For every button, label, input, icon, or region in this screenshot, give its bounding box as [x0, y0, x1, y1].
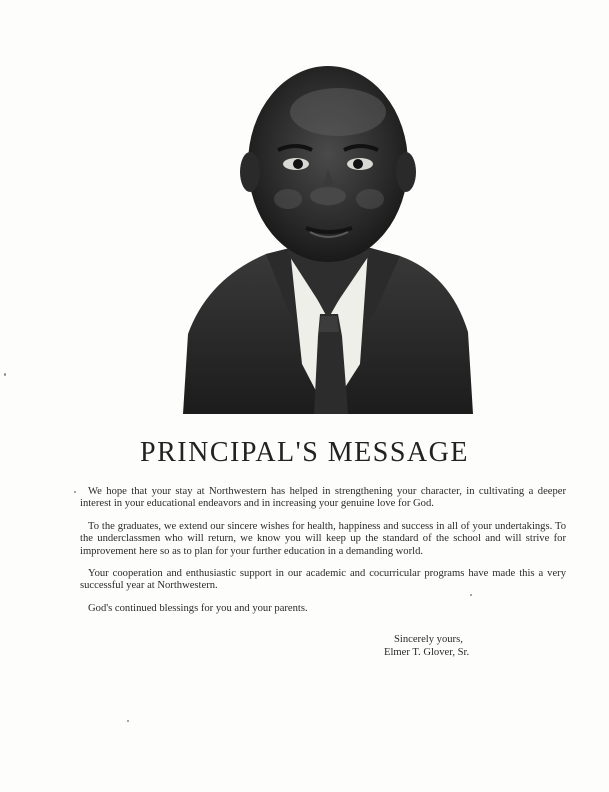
paragraph-4: God's continued blessings for you and your parents. [88, 602, 308, 614]
page-title: PRINCIPAL'S MESSAGE [140, 436, 469, 468]
scan-speck [4, 373, 6, 376]
principal-portrait [178, 64, 478, 414]
scan-speck [470, 594, 472, 596]
signature-name: Elmer T. Glover, Sr. [384, 647, 470, 658]
signature-block [384, 633, 469, 659]
paragraph-2: To the graduates, we extend our sincere wishes for health, happiness and success in all of your undertakings. To the underclassmen who will return, we know you will keep up the standard of the school and will strive for improvement here so as to plan for your further education in a demanding world. [80, 520, 566, 557]
message-body [80, 486, 566, 625]
paragraph-3: Your cooperation and enthusiastic support in our academic and cocurricular programs have made this a very successful year at Northwestern. [80, 568, 566, 592]
signature-closing: Sincerely yours, [394, 634, 463, 645]
scan-speck [74, 491, 76, 493]
scan-speck [127, 720, 129, 722]
paragraph-1: We hope that your stay at Northwestern has helped in strengthening your character, in cultivating a deeper interest in your educational endeavors and in increasing your genuine love for God. [80, 486, 566, 510]
